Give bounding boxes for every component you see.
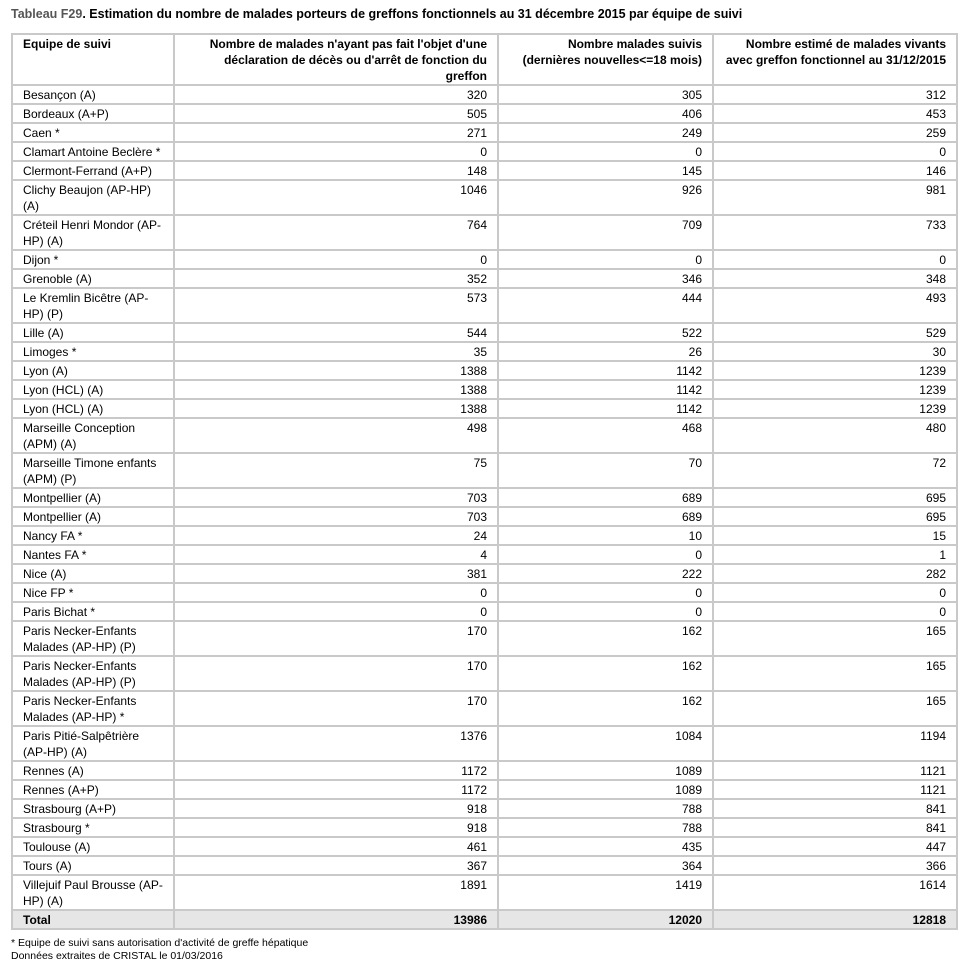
table-row: [12, 526, 957, 545]
table-row: [12, 818, 957, 837]
cell-nombre-malades: 918: [174, 799, 498, 818]
cell-nombre-malades: 24: [174, 526, 498, 545]
cell-nombre-malades: 1891: [174, 875, 498, 910]
cell-malades-suivis: 1142: [498, 361, 713, 380]
table-title: [11, 7, 742, 21]
cell-nombre-malades: 703: [174, 507, 498, 526]
table-row: [12, 342, 957, 361]
cell-malades-suivis: 0: [498, 583, 713, 602]
cell-equipe: Rennes (A+P): [12, 780, 174, 799]
cell-nombre-malades: 1172: [174, 761, 498, 780]
table-row: [12, 726, 957, 761]
cell-malades-vivants: 841: [713, 818, 957, 837]
cell-malades-suivis: 1419: [498, 875, 713, 910]
header-malades-suivis: Nombre malades suivis (dernières nouvelles<=18 mois): [498, 34, 713, 85]
cell-malades-vivants: 453: [713, 104, 957, 123]
cell-equipe: Nantes FA *: [12, 545, 174, 564]
cell-malades-vivants: 0: [713, 142, 957, 161]
cell-malades-vivants: 282: [713, 564, 957, 583]
cell-nombre-malades: 320: [174, 85, 498, 104]
footnote-source: Données extraites de CRISTAL le 01/03/2016: [11, 950, 223, 962]
cell-malades-suivis: 145: [498, 161, 713, 180]
cell-malades-vivants: 1194: [713, 726, 957, 761]
cell-malades-suivis: 444: [498, 288, 713, 323]
total-label: Total: [12, 910, 174, 929]
table-row: [12, 545, 957, 564]
table-row: [12, 780, 957, 799]
table-row: [12, 507, 957, 526]
header-nombre-malades: Nombre de malades n'ayant pas fait l'objet d'une déclaration de décès ou d'arrêt de fonction du greffon: [174, 34, 498, 85]
cell-malades-suivis: 305: [498, 85, 713, 104]
table-row: [12, 583, 957, 602]
table-row: [12, 799, 957, 818]
footnote-asterisk: * Equipe de suivi sans autorisation d'activité de greffe hépatique: [11, 937, 309, 949]
table-row: [12, 656, 957, 691]
total-cell-malades-suivis: 12020: [498, 910, 713, 929]
data-table: [11, 33, 958, 930]
cell-malades-suivis: 468: [498, 418, 713, 453]
cell-malades-vivants: 0: [713, 250, 957, 269]
table-row: [12, 602, 957, 621]
cell-equipe: Clermont-Ferrand (A+P): [12, 161, 174, 180]
cell-equipe: Caen *: [12, 123, 174, 142]
cell-equipe: Clamart Antoine Beclère *: [12, 142, 174, 161]
cell-nombre-malades: 4: [174, 545, 498, 564]
cell-nombre-malades: 764: [174, 215, 498, 250]
cell-malades-suivis: 364: [498, 856, 713, 875]
header-equipe: Equipe de suivi: [12, 34, 174, 85]
cell-malades-suivis: 788: [498, 818, 713, 837]
cell-malades-suivis: 162: [498, 621, 713, 656]
header-malades-vivants: Nombre estimé de malades vivants avec greffon fonctionnel au 31/12/2015: [713, 34, 957, 85]
cell-equipe: Lyon (HCL) (A): [12, 399, 174, 418]
cell-nombre-malades: 170: [174, 691, 498, 726]
cell-equipe: Limoges *: [12, 342, 174, 361]
cell-nombre-malades: 381: [174, 564, 498, 583]
cell-equipe: Bordeaux (A+P): [12, 104, 174, 123]
cell-nombre-malades: 1046: [174, 180, 498, 215]
table-header-row: [12, 34, 957, 85]
cell-malades-vivants: 146: [713, 161, 957, 180]
table-row: [12, 837, 957, 856]
total-cell-nombre-malades: 13986: [174, 910, 498, 929]
table-row: [12, 161, 957, 180]
table-row: [12, 269, 957, 288]
cell-nombre-malades: 703: [174, 488, 498, 507]
cell-nombre-malades: 544: [174, 323, 498, 342]
cell-nombre-malades: 1388: [174, 361, 498, 380]
cell-malades-suivis: 1084: [498, 726, 713, 761]
cell-nombre-malades: 573: [174, 288, 498, 323]
table-row: [12, 691, 957, 726]
cell-malades-vivants: 695: [713, 488, 957, 507]
cell-equipe: Paris Necker-Enfants Malades (AP-HP) (P): [12, 621, 174, 656]
cell-equipe: Nice (A): [12, 564, 174, 583]
cell-malades-suivis: 70: [498, 453, 713, 488]
table-row: [12, 564, 957, 583]
cell-malades-vivants: 165: [713, 691, 957, 726]
cell-malades-vivants: 447: [713, 837, 957, 856]
cell-nombre-malades: 1388: [174, 399, 498, 418]
cell-malades-vivants: 1: [713, 545, 957, 564]
cell-equipe: Toulouse (A): [12, 837, 174, 856]
total-row: [12, 910, 957, 929]
cell-malades-suivis: 26: [498, 342, 713, 361]
cell-malades-vivants: 1614: [713, 875, 957, 910]
cell-equipe: Créteil Henri Mondor (AP-HP) (A): [12, 215, 174, 250]
table-row: [12, 399, 957, 418]
table-row: [12, 85, 957, 104]
table-row: [12, 323, 957, 342]
cell-equipe: Dijon *: [12, 250, 174, 269]
cell-malades-suivis: 162: [498, 656, 713, 691]
cell-equipe: Nancy FA *: [12, 526, 174, 545]
cell-equipe: Le Kremlin Bicêtre (AP-HP) (P): [12, 288, 174, 323]
cell-malades-suivis: 162: [498, 691, 713, 726]
cell-malades-suivis: 346: [498, 269, 713, 288]
table-number: Tableau F29: [11, 7, 83, 21]
cell-malades-suivis: 689: [498, 488, 713, 507]
table-row: [12, 288, 957, 323]
cell-equipe: Marseille Timone enfants (APM) (P): [12, 453, 174, 488]
cell-nombre-malades: 0: [174, 602, 498, 621]
cell-malades-vivants: 366: [713, 856, 957, 875]
cell-malades-suivis: 10: [498, 526, 713, 545]
cell-equipe: Tours (A): [12, 856, 174, 875]
cell-malades-suivis: 709: [498, 215, 713, 250]
cell-malades-vivants: 30: [713, 342, 957, 361]
cell-malades-vivants: 1121: [713, 761, 957, 780]
table-row: [12, 453, 957, 488]
cell-malades-vivants: 0: [713, 602, 957, 621]
cell-malades-suivis: 249: [498, 123, 713, 142]
footnotes: [11, 937, 308, 963]
cell-nombre-malades: 170: [174, 621, 498, 656]
cell-equipe: Strasbourg *: [12, 818, 174, 837]
cell-malades-vivants: 733: [713, 215, 957, 250]
cell-malades-vivants: 0: [713, 583, 957, 602]
cell-nombre-malades: 505: [174, 104, 498, 123]
cell-equipe: Montpellier (A): [12, 507, 174, 526]
table-row: [12, 180, 957, 215]
cell-malades-suivis: 0: [498, 142, 713, 161]
table-caption: . Estimation du nombre de malades porteurs de greffons fonctionnels au 31 décembre 2015 par équipe de suivi: [82, 7, 743, 21]
cell-malades-suivis: 0: [498, 602, 713, 621]
table-row: [12, 621, 957, 656]
cell-malades-suivis: 406: [498, 104, 713, 123]
cell-nombre-malades: 918: [174, 818, 498, 837]
table-row: [12, 250, 957, 269]
table-row: [12, 856, 957, 875]
cell-equipe: Paris Bichat *: [12, 602, 174, 621]
cell-nombre-malades: 461: [174, 837, 498, 856]
table-row: [12, 142, 957, 161]
cell-nombre-malades: 271: [174, 123, 498, 142]
cell-malades-suivis: 1089: [498, 780, 713, 799]
cell-equipe: Lyon (HCL) (A): [12, 380, 174, 399]
cell-equipe: Lyon (A): [12, 361, 174, 380]
cell-equipe: Strasbourg (A+P): [12, 799, 174, 818]
cell-malades-vivants: 1121: [713, 780, 957, 799]
cell-malades-suivis: 522: [498, 323, 713, 342]
cell-malades-suivis: 689: [498, 507, 713, 526]
table-body: [12, 85, 957, 929]
table-row: [12, 380, 957, 399]
cell-malades-suivis: 222: [498, 564, 713, 583]
cell-nombre-malades: 498: [174, 418, 498, 453]
cell-malades-vivants: 1239: [713, 399, 957, 418]
cell-malades-vivants: 259: [713, 123, 957, 142]
cell-malades-suivis: 0: [498, 545, 713, 564]
table-row: [12, 104, 957, 123]
cell-malades-vivants: 165: [713, 656, 957, 691]
cell-malades-suivis: 435: [498, 837, 713, 856]
cell-malades-vivants: 1239: [713, 380, 957, 399]
cell-malades-vivants: 1239: [713, 361, 957, 380]
cell-nombre-malades: 1376: [174, 726, 498, 761]
cell-malades-vivants: 529: [713, 323, 957, 342]
table-row: [12, 488, 957, 507]
cell-malades-suivis: 1142: [498, 380, 713, 399]
cell-malades-vivants: 493: [713, 288, 957, 323]
cell-nombre-malades: 0: [174, 583, 498, 602]
cell-malades-vivants: 480: [713, 418, 957, 453]
total-cell-malades-vivants: 12818: [713, 910, 957, 929]
cell-malades-vivants: 981: [713, 180, 957, 215]
table-row: [12, 875, 957, 910]
cell-malades-vivants: 312: [713, 85, 957, 104]
table-row: [12, 361, 957, 380]
cell-malades-suivis: 926: [498, 180, 713, 215]
table-row: [12, 215, 957, 250]
cell-equipe: Nice FP *: [12, 583, 174, 602]
cell-malades-vivants: 15: [713, 526, 957, 545]
cell-nombre-malades: 148: [174, 161, 498, 180]
cell-equipe: Grenoble (A): [12, 269, 174, 288]
cell-equipe: Montpellier (A): [12, 488, 174, 507]
table-row: [12, 123, 957, 142]
cell-equipe: Lille (A): [12, 323, 174, 342]
cell-nombre-malades: 1388: [174, 380, 498, 399]
cell-equipe: Paris Necker-Enfants Malades (AP-HP) (P): [12, 656, 174, 691]
cell-equipe: Paris Pitié-Salpêtrière (AP-HP) (A): [12, 726, 174, 761]
cell-nombre-malades: 367: [174, 856, 498, 875]
cell-equipe: Clichy Beaujon (AP-HP) (A): [12, 180, 174, 215]
cell-malades-suivis: 788: [498, 799, 713, 818]
cell-nombre-malades: 352: [174, 269, 498, 288]
cell-nombre-malades: 75: [174, 453, 498, 488]
cell-equipe: Paris Necker-Enfants Malades (AP-HP) *: [12, 691, 174, 726]
cell-malades-suivis: 1089: [498, 761, 713, 780]
cell-malades-suivis: 0: [498, 250, 713, 269]
cell-equipe: Rennes (A): [12, 761, 174, 780]
cell-malades-vivants: 72: [713, 453, 957, 488]
cell-malades-suivis: 1142: [498, 399, 713, 418]
cell-nombre-malades: 35: [174, 342, 498, 361]
table-row: [12, 418, 957, 453]
cell-nombre-malades: 0: [174, 142, 498, 161]
cell-equipe: Marseille Conception (APM) (A): [12, 418, 174, 453]
cell-nombre-malades: 1172: [174, 780, 498, 799]
cell-nombre-malades: 170: [174, 656, 498, 691]
cell-malades-vivants: 695: [713, 507, 957, 526]
cell-equipe: Besançon (A): [12, 85, 174, 104]
cell-malades-vivants: 841: [713, 799, 957, 818]
cell-nombre-malades: 0: [174, 250, 498, 269]
cell-malades-vivants: 348: [713, 269, 957, 288]
cell-malades-vivants: 165: [713, 621, 957, 656]
cell-equipe: Villejuif Paul Brousse (AP-HP) (A): [12, 875, 174, 910]
table-row: [12, 761, 957, 780]
